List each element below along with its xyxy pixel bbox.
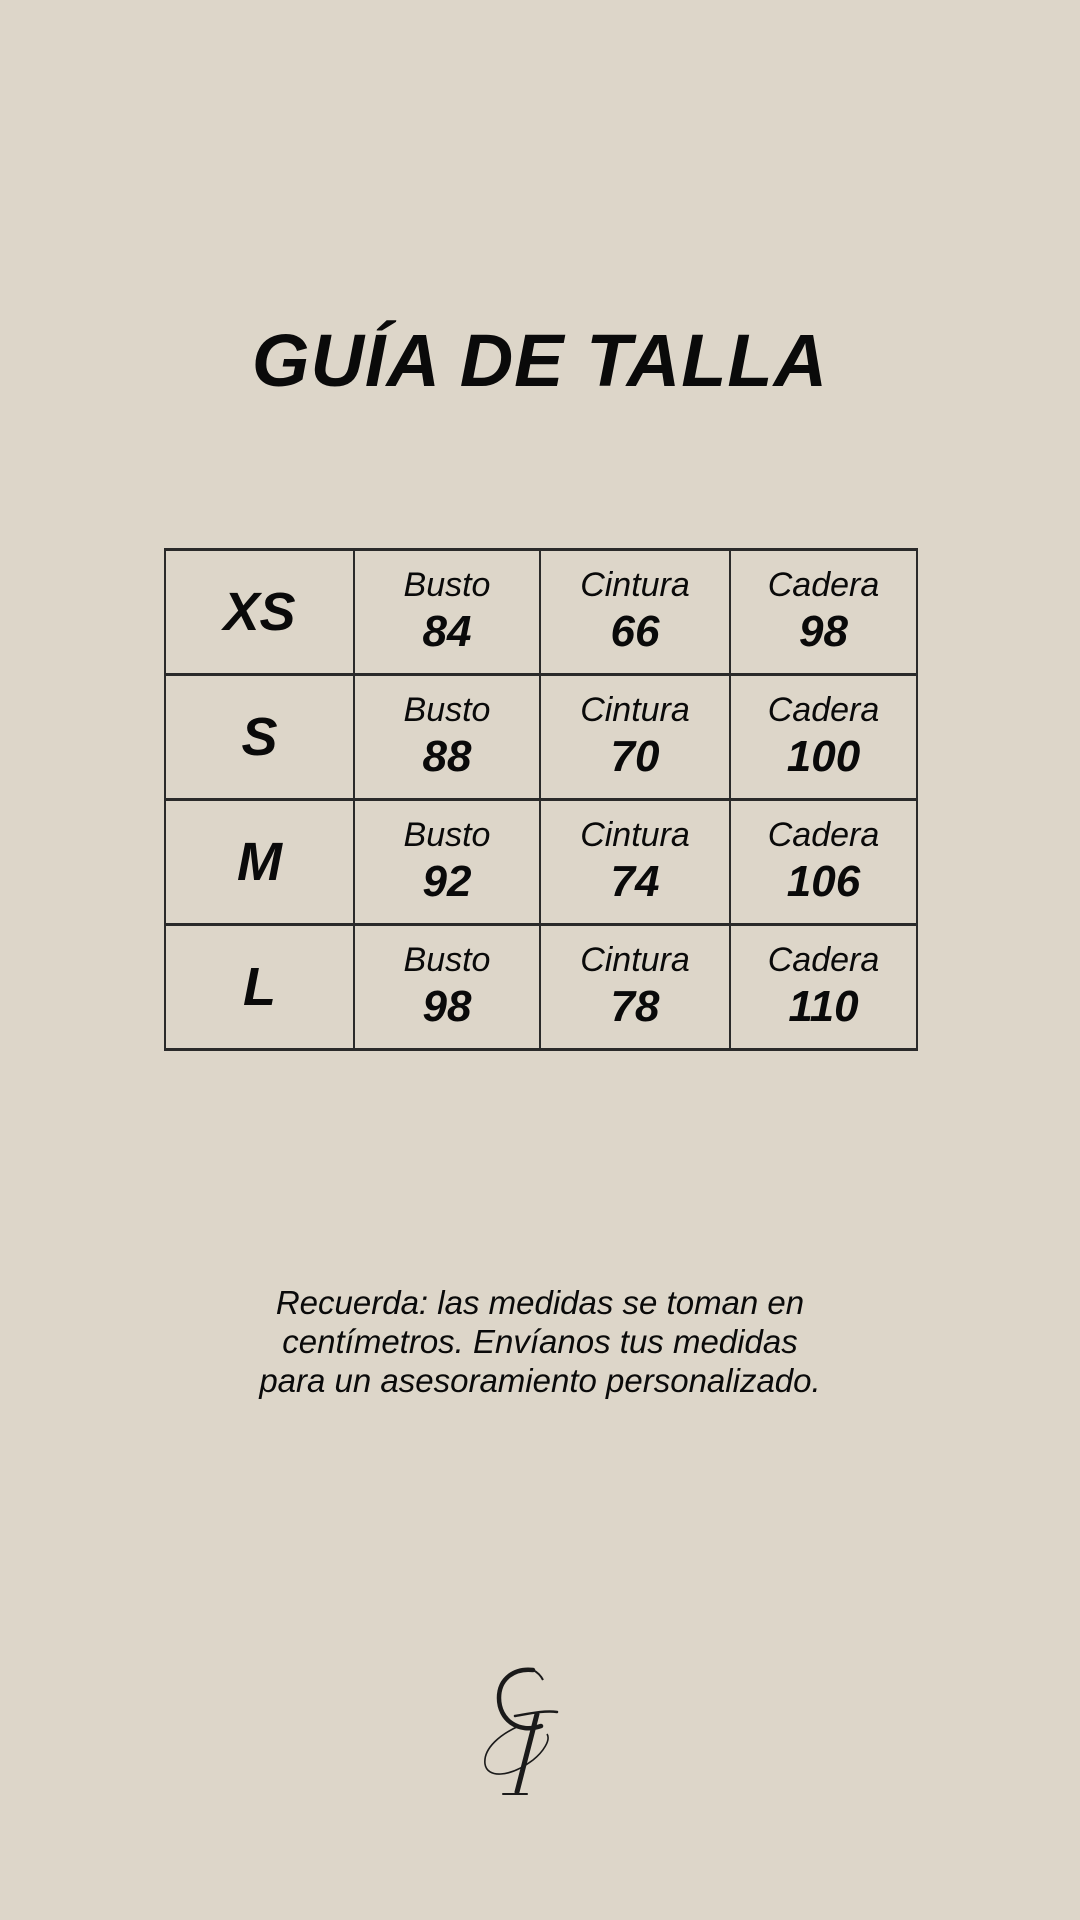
table-row — [165, 925, 917, 1050]
page-title: GUÍA DE TALLA — [251, 318, 829, 402]
table-row — [165, 550, 917, 675]
cintura-label: Cintura — [580, 566, 690, 604]
size-table — [164, 548, 918, 1051]
cintura-value: 78 — [610, 982, 660, 1031]
busto-value: 84 — [422, 607, 472, 656]
cadera-value: 100 — [786, 732, 861, 781]
cintura-value: 70 — [610, 732, 660, 781]
size-cell — [165, 925, 354, 1050]
size-label: L — [243, 957, 276, 1017]
cadera-label: Cadera — [767, 691, 880, 729]
cintura-label: Cintura — [580, 941, 690, 979]
size-cell — [165, 550, 354, 675]
cadera-value: 106 — [786, 857, 861, 906]
cintura-label: Cintura — [580, 816, 690, 854]
busto-cell — [354, 800, 540, 925]
busto-cell — [354, 925, 540, 1050]
cintura-label: Cintura — [580, 691, 690, 729]
busto-value: 98 — [422, 982, 472, 1031]
busto-value: 88 — [422, 732, 472, 781]
busto-value: 92 — [422, 857, 472, 906]
busto-cell — [354, 675, 540, 800]
table-row — [165, 675, 917, 800]
cintura-cell — [540, 800, 730, 925]
cadera-label: Cadera — [767, 566, 880, 604]
size-cell — [165, 800, 354, 925]
brand-logo-icon — [475, 1664, 565, 1800]
cadera-cell — [730, 800, 917, 925]
busto-label: Busto — [403, 941, 491, 979]
cadera-value: 98 — [799, 607, 848, 656]
cadera-label: Cadera — [767, 816, 880, 854]
cintura-value: 66 — [610, 607, 660, 656]
busto-label: Busto — [403, 691, 491, 729]
cintura-cell — [540, 675, 730, 800]
cadera-cell — [730, 675, 917, 800]
cadera-cell — [730, 925, 917, 1050]
cintura-cell — [540, 550, 730, 675]
cintura-cell — [540, 925, 730, 1050]
busto-cell — [354, 550, 540, 675]
size-label: S — [241, 707, 278, 767]
cadera-label: Cadera — [767, 941, 880, 979]
cadera-cell — [730, 550, 917, 675]
cintura-value: 74 — [610, 857, 660, 906]
table-row — [165, 800, 917, 925]
size-cell — [165, 675, 354, 800]
size-label: M — [237, 832, 282, 892]
busto-label: Busto — [403, 566, 491, 604]
size-label: XS — [223, 582, 296, 642]
busto-label: Busto — [403, 816, 491, 854]
measurement-note: Recuerda: las medidas se toman en centímetros. Envíanos tus medidas para un asesoramiento personalizado. — [259, 1284, 821, 1399]
cadera-value: 110 — [788, 982, 859, 1031]
